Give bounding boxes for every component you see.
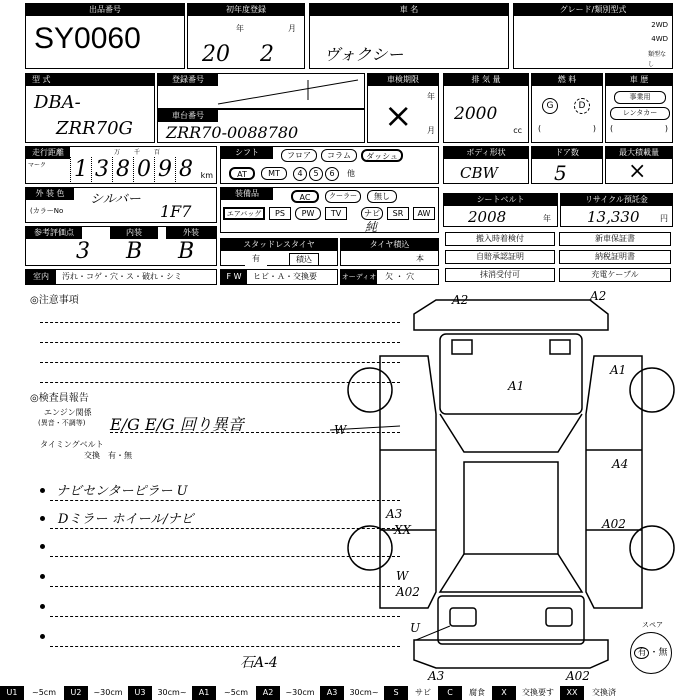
tire-load-unit: 本 xyxy=(416,254,424,263)
reg-number-box xyxy=(157,73,365,109)
chassis-label: 車台番号 xyxy=(158,110,218,122)
damage-mark: A3 xyxy=(428,669,445,683)
usage-rental: レンタカー xyxy=(610,107,670,120)
equipment-ps: PS xyxy=(269,207,291,220)
scores-exterior-label: 外装 xyxy=(166,227,216,239)
legend-code: U2 xyxy=(64,686,88,700)
first-reg-month: 2 xyxy=(260,42,274,67)
capacity-mark: × xyxy=(628,159,647,184)
scores-box xyxy=(25,226,217,266)
equipment-none: 無し xyxy=(367,190,397,203)
doc-item: 新車保証書 xyxy=(559,232,671,246)
mileage-digit: 3 xyxy=(91,157,112,182)
interior-cond-label: 室内 xyxy=(26,270,56,284)
displacement-unit: cc xyxy=(513,126,522,135)
legend-desc: サビ xyxy=(415,688,431,697)
shift-other: 他 xyxy=(347,169,355,178)
legend-desc: ~30cm xyxy=(285,688,315,697)
legend-desc: ~5cm xyxy=(32,688,56,697)
scores-label: 参考評価点 xyxy=(26,227,82,239)
mileage-unit-hyaku: 百 xyxy=(154,149,161,156)
legend-desc: 交換要す xyxy=(522,688,554,697)
first-reg-box xyxy=(187,3,305,69)
legend-desc: 30cm~ xyxy=(157,688,187,697)
grade-4wd: 4WD xyxy=(651,35,668,43)
damage-mark: A4 xyxy=(612,457,629,471)
displacement-label: 排 気 量 xyxy=(444,74,528,86)
tire-load-box xyxy=(340,238,439,266)
color-value: シルバー xyxy=(90,192,141,207)
equipment-sr: SR xyxy=(387,207,409,220)
fw-options: ヒビ・Ａ・交換要 xyxy=(253,272,317,281)
car-diagram xyxy=(334,289,680,683)
fw-box xyxy=(220,269,338,285)
doc-item: 充電ケーブル xyxy=(559,268,671,282)
audio-box xyxy=(340,269,439,285)
legend-code: A2 xyxy=(256,686,280,700)
damage-mark: W xyxy=(334,423,347,437)
inspection-month-unit: 月 xyxy=(427,126,435,135)
shift-box xyxy=(220,146,439,184)
model-type-box xyxy=(25,73,155,143)
model-type-line2: ZRR70G xyxy=(56,118,133,139)
equipment-airbag: エアバッグ xyxy=(223,207,265,220)
spare-label: スペア xyxy=(642,621,663,629)
damage-mark: XX xyxy=(394,523,412,537)
legend-desc: 腐食 xyxy=(469,688,485,697)
equipment-navi-mark: 純 xyxy=(365,220,378,234)
spare-no: 無 xyxy=(658,648,668,658)
grade-label: グレード/類別型式 xyxy=(514,4,672,16)
recycle-unit: 円 xyxy=(660,214,668,223)
scores-exterior: B xyxy=(178,239,195,264)
shift-column: コラム xyxy=(321,149,357,162)
model-type-line1: DBA- xyxy=(34,92,81,113)
studless-box xyxy=(220,238,338,266)
mileage-unit-man: 万 xyxy=(114,149,121,156)
equipment-box xyxy=(220,187,439,233)
doc-item: 抹消受付可 xyxy=(445,268,555,282)
spare-indicator: 有 ・無 xyxy=(630,632,672,674)
damage-mark: U xyxy=(410,621,421,635)
report-header: ◎検査員報告 xyxy=(30,393,89,404)
report-bullet xyxy=(40,516,45,521)
equipment-tv: TV xyxy=(325,207,347,220)
recycle-box xyxy=(560,193,673,227)
legend-code: A1 xyxy=(192,686,216,700)
damage-mark: W xyxy=(396,569,409,583)
usage-paren-right: ) xyxy=(664,124,668,133)
reg-number-label: 登録番号 xyxy=(158,74,218,86)
report-signature: 石A-4 xyxy=(240,655,278,671)
shift-gear-6: 6 xyxy=(325,167,339,181)
doors-label: ドア数 xyxy=(532,147,602,159)
capacity-label: 最大積載量 xyxy=(606,147,672,159)
legend-code: S xyxy=(384,686,408,700)
inspection-year-unit: 年 xyxy=(427,92,435,101)
report-engine-label: エンジン関係 xyxy=(44,408,92,417)
mileage-label: 走行距離 xyxy=(26,147,70,159)
usage-label: 車 歴 xyxy=(606,74,672,86)
report-bullet xyxy=(40,574,45,579)
recycle-label: リサイクル預託金 xyxy=(561,194,672,206)
displacement-box xyxy=(443,73,529,143)
fuel-label: 燃 料 xyxy=(532,74,602,86)
seatbelt-label: シートベルト xyxy=(444,194,557,206)
mileage-unit: km xyxy=(200,171,213,180)
interior-cond-box xyxy=(25,269,217,285)
doors-box xyxy=(531,146,603,184)
seatbelt-year: 2008 xyxy=(468,208,507,226)
scores-interior-label: 内装 xyxy=(110,227,158,239)
grade-type: 類型なし xyxy=(648,51,667,68)
equipment-aw: AW xyxy=(413,207,435,220)
lot-number-box xyxy=(25,3,185,69)
damage-mark: A1 xyxy=(508,379,525,393)
seatbelt-unit: 年 xyxy=(543,214,551,223)
studless-yes: 有 xyxy=(245,253,267,266)
usage-business: 事業用 xyxy=(614,91,666,104)
shift-gear-5: 5 xyxy=(309,167,323,181)
fuel-d-option: D xyxy=(574,98,590,114)
doors-value: 5 xyxy=(554,161,567,185)
shift-dash: ダッシュ xyxy=(361,149,403,162)
fuel-box xyxy=(531,73,603,143)
legend-desc: 交換済 xyxy=(592,688,616,697)
legend-desc: ~5cm xyxy=(224,688,248,697)
docs-grid xyxy=(443,230,673,284)
first-reg-month-unit: 月 xyxy=(288,24,296,33)
mileage-digit: 8 xyxy=(112,157,133,182)
notes-header: ◎注意事項 xyxy=(30,295,79,306)
mileage-digits xyxy=(70,157,196,182)
doc-item: 納税証明書 xyxy=(559,250,671,264)
doc-item: 自賠承認証明 xyxy=(445,250,555,264)
mileage-digit: 1 xyxy=(70,157,91,182)
shift-label: シフト xyxy=(221,147,273,159)
lot-number-label: 出品番号 xyxy=(26,4,184,16)
report-bullet xyxy=(40,634,45,639)
car-name-label: 車 名 xyxy=(310,4,508,16)
grade-2wd: 2WD xyxy=(651,21,668,29)
report-timing-sub: 交換 有・無 xyxy=(84,451,132,460)
report-timing-label: タイミングベルト xyxy=(40,440,104,449)
fuel-paren-right: ) xyxy=(592,124,596,133)
audio-options: 欠 ・ 穴 xyxy=(385,272,415,281)
studless-label: スタッドレスタイヤ xyxy=(221,239,337,251)
inspection-box xyxy=(367,73,439,143)
report-bullet xyxy=(40,544,45,549)
doc-item: 搬入時着検付 xyxy=(445,232,555,246)
car-name-box xyxy=(309,3,509,69)
interior-cond-options: 汚れ・コゲ・穴・ス・破れ・シミ xyxy=(62,272,182,281)
capacity-box xyxy=(605,146,673,184)
reg-number-cross xyxy=(158,74,366,110)
tire-load-label: タイヤ積込 xyxy=(341,239,438,251)
usage-box xyxy=(605,73,673,143)
equipment-ac: AC xyxy=(291,190,319,203)
report-engine-note: E/G E/G 回り異音 xyxy=(110,415,244,434)
report-line-text: Dミラー ホイール/ナビ xyxy=(58,512,194,527)
usage-paren-left: ( xyxy=(610,124,614,133)
legend-desc: 30cm~ xyxy=(349,688,379,697)
legend-code: X xyxy=(492,686,516,700)
legend-code: A3 xyxy=(320,686,344,700)
report-line-text: ナビセンターピラー U xyxy=(56,484,188,499)
body-box xyxy=(443,146,529,184)
legend-code: U3 xyxy=(128,686,152,700)
equipment-cooler: クーラー xyxy=(325,190,361,203)
grade-box xyxy=(513,3,673,69)
report-engine-sub: (異音・不調等) xyxy=(38,419,86,427)
legend-code: C xyxy=(438,686,462,700)
chassis-box xyxy=(157,109,365,143)
damage-mark: A02 xyxy=(566,669,590,683)
mileage-digit: 0 xyxy=(133,157,154,182)
legend-code: XX xyxy=(560,686,584,700)
fuel-g-option: G xyxy=(542,98,558,114)
shift-gear-4: 4 xyxy=(293,167,307,181)
first-reg-label: 初年度登録 xyxy=(188,4,304,16)
car-name-value: ヴォクシー xyxy=(324,45,404,64)
scores-interior: B xyxy=(126,239,143,264)
body-value: CBW xyxy=(460,164,498,182)
scores-overall: 3 xyxy=(76,239,90,264)
inspection-mark: × xyxy=(384,96,413,136)
report-bullet xyxy=(40,604,45,609)
spare-yes: 有 xyxy=(634,647,649,659)
color-number-label: (カラーNo xyxy=(30,207,64,215)
legend-code: U1 xyxy=(0,686,24,700)
damage-mark: A02 xyxy=(602,517,626,531)
mileage-digit: 8 xyxy=(175,157,196,182)
fuel-paren-left: ( xyxy=(538,124,542,133)
body-label: ボディ形状 xyxy=(444,147,528,159)
displacement-value: 2000 xyxy=(454,104,498,124)
seatbelt-box xyxy=(443,193,558,227)
chassis-value: ZRR70-0088780 xyxy=(166,123,299,142)
mileage-mark-label: マーク xyxy=(28,162,47,169)
shift-floor: フロア xyxy=(281,149,317,162)
damage-legend xyxy=(0,686,700,700)
shift-at: AT xyxy=(229,167,255,180)
mileage-digit: 9 xyxy=(154,157,175,182)
first-reg-year: 20 xyxy=(202,42,230,67)
legend-desc: ~30cm xyxy=(93,688,123,697)
color-box xyxy=(25,187,217,223)
color-code: 1F7 xyxy=(160,202,192,221)
color-label: 外 装 色 xyxy=(26,188,74,200)
shift-mt: MT xyxy=(261,167,287,180)
audio-label: オーディオ xyxy=(341,270,377,284)
first-reg-year-unit: 年 xyxy=(236,24,244,33)
lot-number-value: SY0060 xyxy=(34,22,141,55)
report-bullet xyxy=(40,488,45,493)
equipment-pw: PW xyxy=(295,207,321,220)
equipment-navi: ナビ xyxy=(361,207,383,220)
damage-mark: A1 xyxy=(610,363,627,377)
damage-mark: A3 xyxy=(386,507,403,521)
damage-mark: A2 xyxy=(590,289,607,303)
inspection-label: 車検期限 xyxy=(368,74,438,86)
damage-mark: A02 xyxy=(396,585,420,599)
fw-label: F W xyxy=(221,270,247,284)
mileage-box xyxy=(25,146,217,184)
model-type-label: 型 式 xyxy=(26,74,154,86)
mileage-unit-sen: 千 xyxy=(134,149,141,156)
equipment-label: 装備品 xyxy=(221,188,273,200)
damage-mark: A2 xyxy=(452,293,469,307)
recycle-value: 13,330 xyxy=(587,208,640,226)
studless-spare: 積込 xyxy=(289,253,319,266)
